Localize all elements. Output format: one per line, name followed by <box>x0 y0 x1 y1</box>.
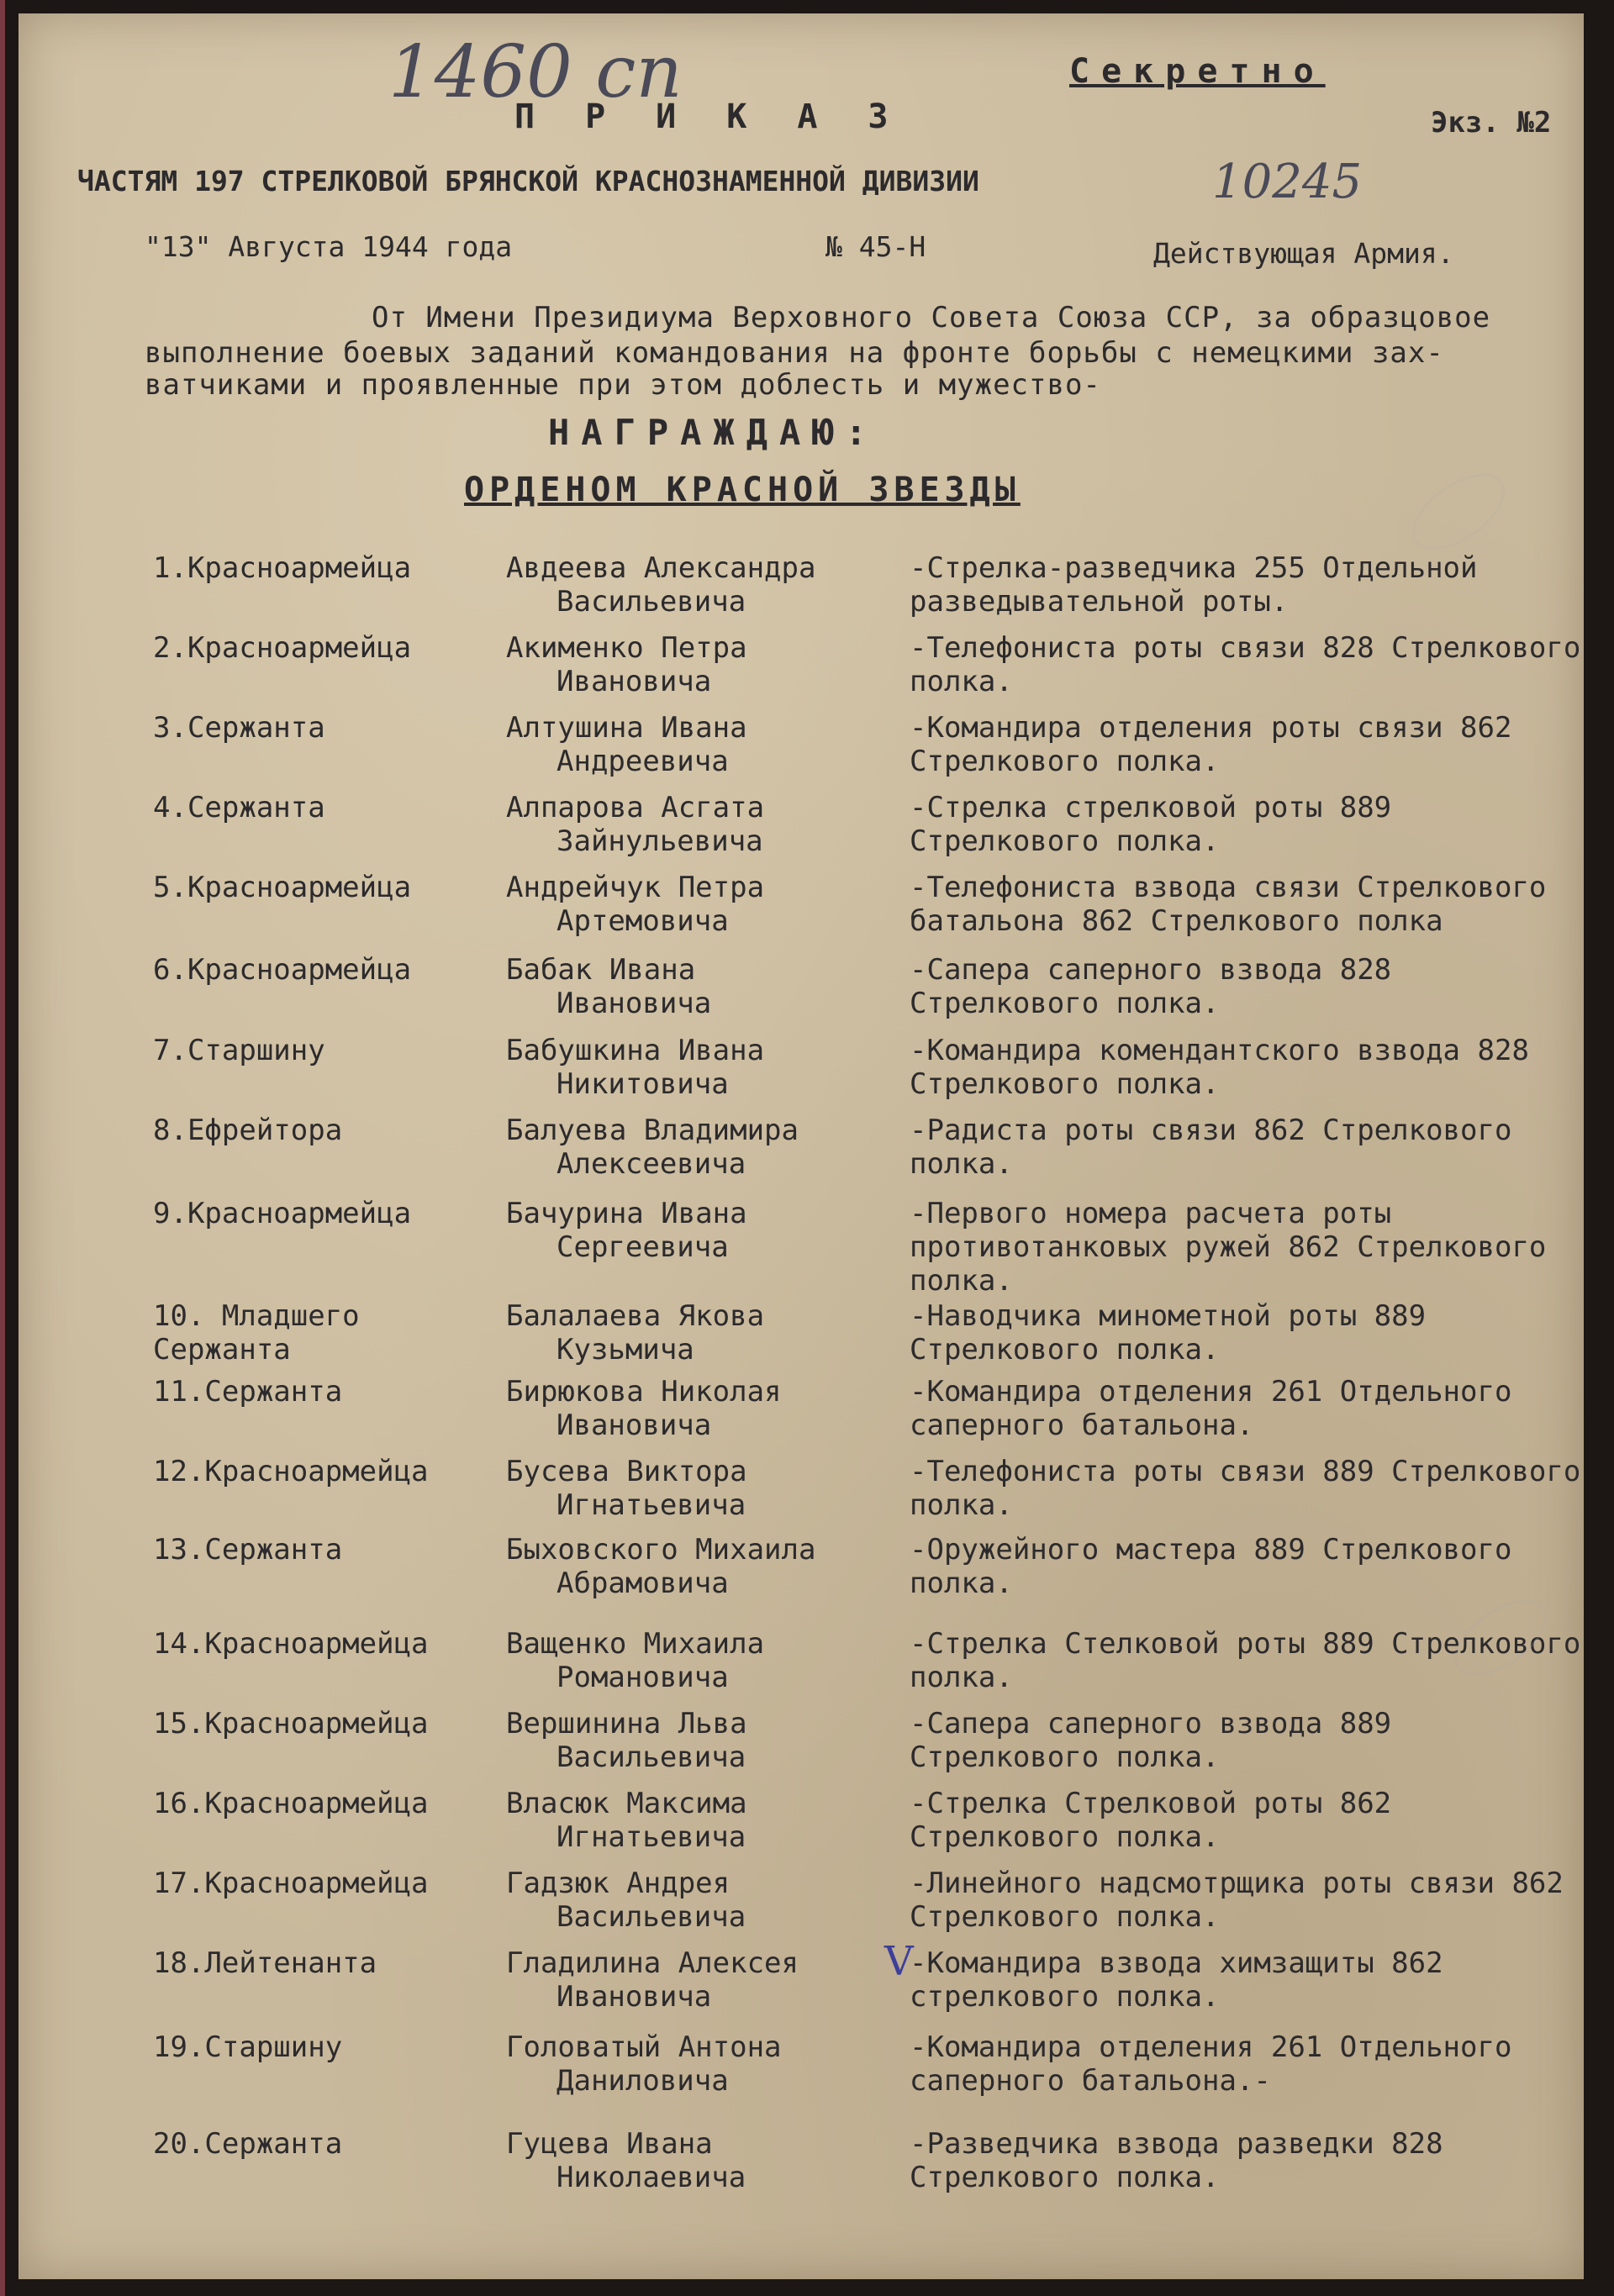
entry-rank: 1.Красноармейца <box>153 551 412 585</box>
entry-name <box>506 551 926 619</box>
entry-name <box>506 711 926 778</box>
entry-name <box>506 1707 926 1774</box>
entry-patronymic: Игнатьевича <box>556 1488 746 1522</box>
entry-position: -Командира комендантского взвода 828 Стрелкового полка. <box>910 1034 1529 1101</box>
entry-rank: 6.Красноармейца <box>153 953 412 987</box>
entry-surname: Балалаева Якова <box>506 1299 765 1333</box>
entry-position: -Оружейного мастера 889 Стрелкового полка. <box>910 1533 1512 1600</box>
document-page <box>18 13 1584 2279</box>
entry-patronymic: Васильевича <box>556 585 746 619</box>
entry-position: -Стрелка-разведчика 255 Отдельной разведывательной роты. <box>910 551 1478 619</box>
units-line: ЧАСТЯМ 197 СТРЕЛКОВОЙ БРЯНСКОЙ КРАСНОЗНАМЕННОЙ ДИВИЗИИ <box>77 165 979 197</box>
entry-position: -Наводчика минометной роты 889 Стрелкового полка. <box>910 1299 1427 1367</box>
entry-surname: Вершинина Льва <box>506 1707 747 1740</box>
order-number: № 45-Н <box>825 230 926 263</box>
entry-patronymic: Романовича <box>556 1661 729 1694</box>
entry-patronymic: Артемовича <box>556 904 729 938</box>
copy-number: Экз. №2 <box>1431 106 1552 140</box>
entry-position: -Разведчика взвода разведки 828 Стрелкового полка. <box>910 2127 1443 2194</box>
entry-name <box>506 1114 926 1181</box>
entry-position: -Радиста роты связи 862 Стрелкового полка. <box>910 1114 1512 1181</box>
entry-rank: 18.Лейтенанта <box>153 1946 377 1980</box>
entry-name <box>506 2127 926 2194</box>
entry-patronymic: Даниловича <box>556 2064 729 2098</box>
document-title: ПРИКАЗ <box>514 97 939 136</box>
entry-rank: 12.Красноармейца <box>153 1455 429 1488</box>
entry-position: -Стрелка Стрелковой роты 862 Стрелкового полка. <box>910 1787 1392 1854</box>
entry-surname: Бабак Ивана <box>506 953 696 987</box>
entry-name <box>506 1533 926 1600</box>
entry-surname: Власюк Максима <box>506 1787 747 1820</box>
entry-surname: Ващенко Михаила <box>506 1627 765 1661</box>
entry-surname: Бабушкина Ивана <box>506 1034 765 1067</box>
entry-rank: 19.Старшину <box>153 2030 343 2064</box>
entry-name <box>506 1034 926 1101</box>
entry-patronymic: Васильевича <box>556 1740 746 1774</box>
entry-patronymic: Зайнульевича <box>556 824 763 858</box>
entry-position: -Командира отделения 261 Отдельного саперного батальона. <box>910 1375 1512 1442</box>
entry-rank: 8.Ефрейтора <box>153 1114 343 1147</box>
entry-rank: 5.Красноармейца <box>153 871 412 904</box>
location: Действующая Армия. <box>1153 237 1454 270</box>
handwritten-number: 10245 <box>1212 155 1363 209</box>
checkmark: V <box>884 1938 914 1985</box>
entry-name <box>506 1455 926 1522</box>
entry-position: -Линейного надсмотрщика роты связи 862 Стрелкового полка. <box>910 1867 1564 1934</box>
entry-surname: Бачурина Ивана <box>506 1197 747 1230</box>
entry-surname: Гадзюк Андрея <box>506 1867 731 1900</box>
entry-surname: Балуева Владимира <box>506 1114 799 1147</box>
handwritten-note: 1460 сп <box>388 30 683 114</box>
entry-rank: 17.Красноармейца <box>153 1867 429 1900</box>
entry-position: -Телефониста взвода связи Стрелкового батальона 862 Стрелкового полка <box>910 871 1547 938</box>
entry-rank: 4.Сержанта <box>153 791 325 824</box>
entry-name <box>506 1867 926 1934</box>
entry-position: -Командира отделения роты связи 862 Стрелкового полка. <box>910 711 1512 778</box>
entry-name <box>506 631 926 698</box>
entry-position: -Первого номера расчета роты противотанковых ружей 862 Стрелкового полка. <box>910 1197 1547 1298</box>
entry-position: -Телефониста роты связи 889 Стрелкового полка. <box>910 1455 1581 1522</box>
award-heading: НАГРАЖДАЮ: <box>548 412 878 453</box>
watermark-mark <box>1399 459 1517 565</box>
entry-surname: Головатый Антона <box>506 2030 782 2064</box>
entry-patronymic: Ивановича <box>556 1409 712 1442</box>
entry-patronymic: Игнатьевича <box>556 1820 746 1854</box>
preamble-line-3: ватчиками и проявленные при этом доблесть и мужество- <box>145 368 1101 402</box>
entry-name <box>506 2030 926 2098</box>
entry-name <box>506 791 926 858</box>
entry-rank: 3.Сержанта <box>153 711 325 745</box>
entry-patronymic: Ивановича <box>556 1980 712 2014</box>
entry-rank: 9.Красноармейца <box>153 1197 412 1230</box>
entry-name <box>506 1197 926 1264</box>
entry-surname: Бирюкова Николая <box>506 1375 782 1409</box>
entry-position: -Сапера саперного взвода 889 Стрелкового полка. <box>910 1707 1392 1774</box>
entry-name <box>506 953 926 1020</box>
entry-position: -Сапера саперного взвода 828 Стрелкового полка. <box>910 953 1392 1020</box>
entry-patronymic: Андреевича <box>556 745 729 778</box>
entry-surname: Быховского Михаила <box>506 1533 816 1567</box>
entry-position: -Командира взвода химзащиты 862 стрелкового полка. <box>910 1946 1443 2014</box>
entry-rank: 15.Красноармейца <box>153 1707 429 1740</box>
entry-rank: 2.Красноармейца <box>153 631 412 665</box>
entry-patronymic: Абрамовича <box>556 1567 729 1600</box>
entry-surname: Бусева Виктора <box>506 1455 747 1488</box>
entry-name <box>506 871 926 938</box>
entry-surname: Алпарова Асгата <box>506 791 765 824</box>
entry-rank: 11.Сержанта <box>153 1375 343 1409</box>
classification-label: Секретно <box>1069 52 1326 91</box>
entry-patronymic: Сергеевича <box>556 1230 729 1264</box>
entry-rank: 20.Сержанта <box>153 2127 343 2161</box>
entry-name <box>506 1375 926 1442</box>
entry-patronymic: Ивановича <box>556 987 712 1020</box>
entry-name <box>506 1946 926 2014</box>
entry-position: -Стрелка Стелковой роты 889 Стрелкового полка. <box>910 1627 1581 1694</box>
entry-name <box>506 1299 926 1367</box>
entry-surname: Авдеева Александра <box>506 551 816 585</box>
entry-rank: 7.Старшину <box>153 1034 325 1067</box>
entry-rank: 16.Красноармейца <box>153 1787 429 1820</box>
entry-name <box>506 1787 926 1854</box>
order-heading: ОРДЕНОМ КРАСНОЙ ЗВЕЗДЫ <box>464 471 1021 509</box>
entry-patronymic: Кузьмича <box>556 1333 694 1367</box>
entry-surname: Алтушина Ивана <box>506 711 747 745</box>
entry-surname: Гладилина Алексея <box>506 1946 799 1980</box>
entry-position: -Командира отделения 261 Отдельного саперного батальона.- <box>910 2030 1512 2098</box>
entry-rank: 13.Сержанта <box>153 1533 343 1567</box>
entry-surname: Гуцева Ивана <box>506 2127 713 2161</box>
entry-patronymic: Васильевича <box>556 1900 746 1934</box>
entry-surname: Акименко Петра <box>506 631 747 665</box>
entry-patronymic: Алексеевича <box>556 1147 746 1181</box>
binding-edge <box>0 0 5 2296</box>
preamble-line-2: выполнение боевых заданий командования на фронте борьбы с немецкими зах- <box>145 336 1444 370</box>
entry-patronymic: Ивановича <box>556 665 712 698</box>
entry-position: -Телефониста роты связи 828 Стрелкового полка. <box>910 631 1581 698</box>
order-date: "13" Августа 1944 года <box>145 230 513 263</box>
preamble-line-1: От Имени Президиума Верховного Совета Союза ССР, за образцовое <box>372 301 1491 334</box>
entry-name <box>506 1627 926 1694</box>
entry-position: -Стрелка стрелковой роты 889 Стрелкового полка. <box>910 791 1392 858</box>
entry-rank: 14.Красноармейца <box>153 1627 429 1661</box>
entry-rank: 10. Младшего Сержанта <box>153 1299 360 1367</box>
entry-patronymic: Никитовича <box>556 1067 729 1101</box>
entry-surname: Андрейчук Петра <box>506 871 765 904</box>
entry-patronymic: Николаевича <box>556 2161 746 2194</box>
